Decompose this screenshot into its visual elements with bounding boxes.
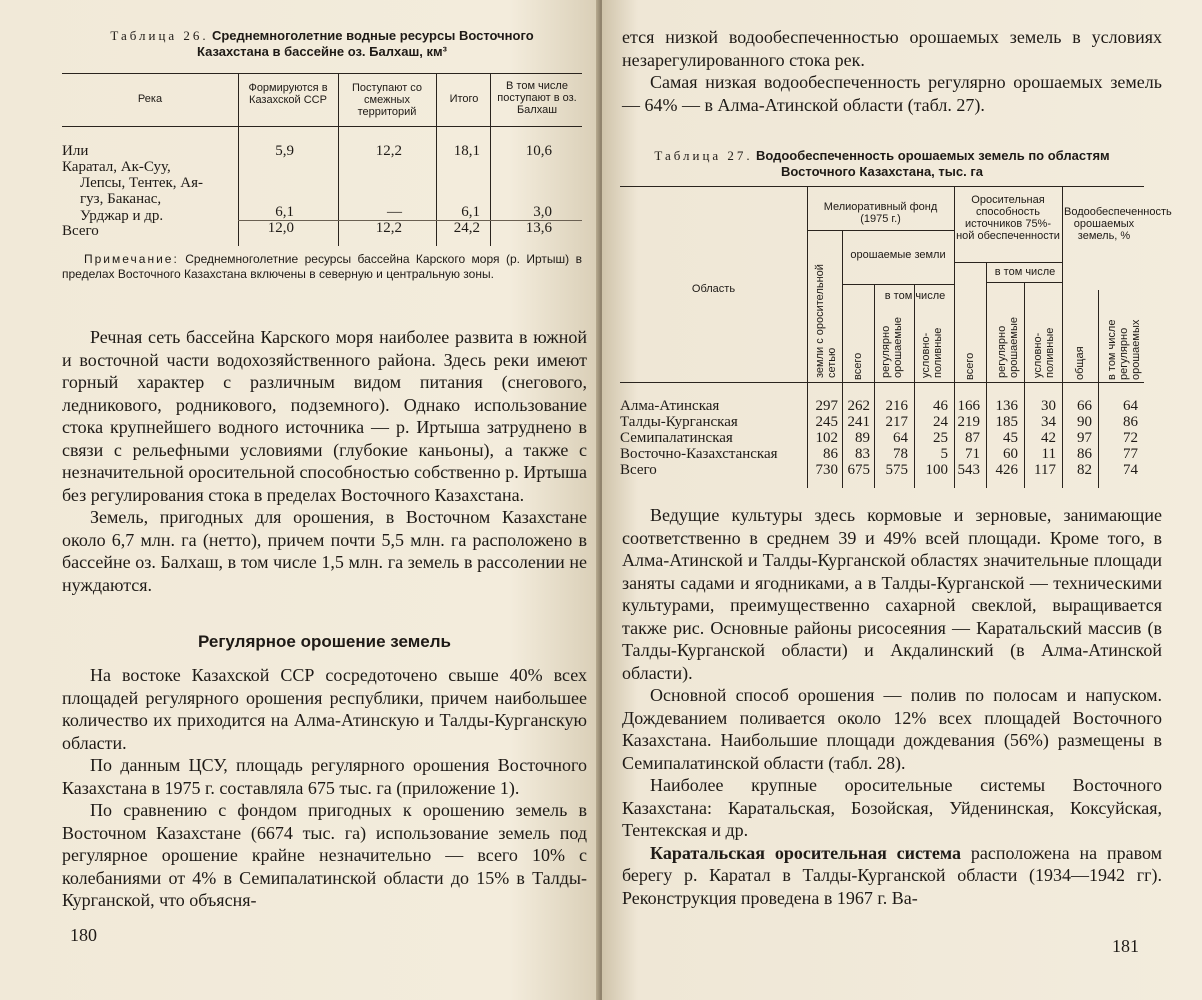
table27-row-name: Алма-Атинская bbox=[620, 398, 720, 414]
table27-cell: 11 bbox=[1041, 446, 1056, 462]
table27-cell: 74 bbox=[1123, 462, 1138, 478]
table26-cell: 13,6 bbox=[525, 220, 552, 236]
table27-cell: 78 bbox=[893, 446, 908, 462]
table27-header-col: общая bbox=[1074, 346, 1086, 380]
table27-header-rule bbox=[620, 382, 1144, 383]
table27-cell: 216 bbox=[885, 398, 908, 414]
table27-cell: 219 bbox=[957, 414, 980, 430]
table27-cell: 185 bbox=[995, 414, 1018, 430]
table27-cell: 86 bbox=[823, 446, 838, 462]
table27-header-col: условно-поливные bbox=[1032, 327, 1056, 378]
table27-header-subrule bbox=[986, 282, 1062, 283]
table26-header-inflow: Поступают со смежных территорий bbox=[351, 82, 423, 118]
table26-caption bbox=[62, 28, 582, 60]
paragraph: Самая низкая водообеспеченность регулярно орошаемых земель — 64% — в Алма-Атинской области (табл. 27). bbox=[622, 72, 1162, 115]
table26-header-total: Итого bbox=[449, 93, 479, 105]
table27-header-col: регулярно орошаемые bbox=[880, 317, 904, 378]
table26-header-balkhash: В том числе поступают в оз. Балхаш bbox=[497, 80, 577, 116]
table27-cell: 66 bbox=[1077, 398, 1092, 414]
table27-cell: 42 bbox=[1041, 430, 1056, 446]
table27-header-capacity: Оросительная способность источников 75%-ной обеспеченности bbox=[956, 194, 1060, 242]
table27-vrule bbox=[1098, 290, 1099, 488]
table27-cell: 24 bbox=[933, 414, 948, 430]
table27-cell: 426 bbox=[995, 462, 1018, 478]
table27-cell: 87 bbox=[965, 430, 980, 446]
table27-header-subrule bbox=[842, 284, 954, 285]
right-text-block-2 bbox=[622, 504, 1162, 909]
table27-cell: 575 bbox=[885, 462, 908, 478]
table27-header-incl: в том числе bbox=[994, 266, 1056, 278]
table27-header-irrigated: орошаемые земли bbox=[850, 249, 946, 261]
table27-cell: 675 bbox=[847, 462, 870, 478]
right-page bbox=[602, 0, 1202, 1000]
table27-cell: 100 bbox=[925, 462, 948, 478]
table27-cell: 64 bbox=[1123, 398, 1138, 414]
table26-cell: 6,1 bbox=[275, 204, 294, 220]
table26-header-river: Река bbox=[137, 93, 163, 105]
table27-caption bbox=[620, 148, 1144, 180]
table27-cell: 86 bbox=[1077, 446, 1092, 462]
table27-title-2: Восточного Казахстана, тыс. га bbox=[781, 164, 983, 179]
left-text-block-1 bbox=[62, 326, 587, 596]
table27-cell: 102 bbox=[815, 430, 838, 446]
table26-cell: 12,2 bbox=[375, 143, 402, 159]
table27-cell: 30 bbox=[1041, 398, 1056, 414]
paragraph: Основной способ орошения — полив по полосам и напуском. Дождеванием поливается около 12% всех площадей Восточного Казахстана. Наибольшие площади дождевания (56%) размещены в Семипалатинской области (табл. 28). bbox=[622, 685, 1162, 773]
table27-cell: 90 bbox=[1077, 414, 1092, 430]
table27-header-col: всего bbox=[852, 352, 864, 380]
table27-header-col: регулярно орошаемые bbox=[996, 317, 1020, 378]
table26-row-name: Всего bbox=[62, 223, 99, 239]
table26-label: Таблица 26. bbox=[110, 28, 209, 43]
table27-header-col: условно-поливные bbox=[920, 327, 944, 378]
table27-cell: 82 bbox=[1077, 462, 1092, 478]
table27-cell: 64 bbox=[893, 430, 908, 446]
table27-cell: 245 bbox=[815, 414, 838, 430]
table27-vrule bbox=[914, 284, 915, 488]
note-label: Примечание: bbox=[84, 252, 179, 266]
table27-cell: 83 bbox=[855, 446, 870, 462]
table27-vrule bbox=[874, 284, 875, 488]
table27-top-rule bbox=[620, 186, 1144, 187]
table26-cell: 12,2 bbox=[375, 220, 402, 236]
table27-cell: 97 bbox=[1077, 430, 1092, 446]
table26-title-2: Казахстана в бассейне оз. Балхаш, км³ bbox=[197, 44, 447, 59]
table27-cell: 60 bbox=[1003, 446, 1018, 462]
table27-row-name: Талды-Курганская bbox=[620, 414, 738, 430]
table27-cell: 89 bbox=[855, 430, 870, 446]
table26-row-name: Каратал, Ак-Суу, bbox=[62, 159, 171, 175]
page-number: 181 bbox=[1112, 936, 1139, 956]
paragraph: На востоке Казахской ССР сосредоточено свыше 40% всех площадей регулярного орошения республики, причем наибольшее количество их приходится на Алма-Атинскую и Талды-Курганскую области. bbox=[62, 665, 587, 753]
table27-cell: 5 bbox=[940, 446, 948, 462]
paragraph: По данным ЦСУ, площадь регулярного орошения Восточного Казахстана в 1975 г. составляла 675 тыс. га (приложение 1). bbox=[62, 755, 587, 798]
left-text-block-2 bbox=[62, 664, 587, 912]
table26-row-name: Лепсы, Тентек, Ая- bbox=[80, 175, 203, 191]
paragraph: Речная сеть бассейна Карского моря наиболее развита в южной и восточной части водохозяйственного района. Здесь реки имеют горный характер с различным видом питания (снегового, ледникового, родникового, подземного). Однако использование стока крупнейшего водного источника — р. Иртыша затруднено в связи с рельефными условиями (глубокие каньоны), а также с незначительной оросительной способностью собственно р. Иртыша без регулирования стока в пределах Восточного Казахстана. bbox=[62, 327, 587, 505]
section-heading: Регулярное орошение земель bbox=[197, 632, 452, 651]
table27-cell: 166 bbox=[957, 398, 980, 414]
table26-row-name: гуз, Баканас, bbox=[80, 191, 162, 207]
paragraph: Ведущие культуры здесь кормовые и зерновые, занимающие соответственно в среднем 39 и 49% всей площади. Кроме того, в Алма-Атинской и Талды-Курганской областях значительные площади заняты садами и ягодниками, а в Талды-Курганской — техническими культурами, преимущественно сахарной свеклой, выращивается также рис. Основные районы рисосеяния — Каратальский массив (в Талды-Курганской области) и Акдалинский (в Алма-Атинской области). bbox=[622, 505, 1162, 683]
table27-header-region: Область bbox=[691, 283, 736, 295]
table26-cell: 5,9 bbox=[275, 143, 294, 159]
table26-header-rule bbox=[62, 126, 582, 127]
table26-cell: 6,1 bbox=[461, 204, 480, 220]
table27-label: Таблица 27. bbox=[654, 148, 753, 163]
table27-cell: 72 bbox=[1123, 430, 1138, 446]
table27-header-subrule bbox=[954, 262, 1062, 263]
table27-row-name: Семипалатинская bbox=[620, 430, 733, 446]
paragraph bbox=[622, 842, 1162, 910]
table27-header-incl: в том числе bbox=[884, 290, 946, 302]
table27-header-supply: Водообеспеченность орошаемых земель, % bbox=[1064, 206, 1172, 242]
paragraph: По сравнению с фондом пригодных к орошению земель в Восточном Казахстане (6674 тыс. га) использование земель под регулярное орошение крайне незначительно — всего 10% с колебаниями от 4% в Семипалатинской области до 15% в Талды-Курганской, что объясня- bbox=[62, 800, 587, 910]
table27-cell: 241 bbox=[847, 414, 870, 430]
table27-header-col: земли с оросительной сетью bbox=[814, 264, 838, 378]
table27-cell: 117 bbox=[1034, 462, 1056, 478]
table27-title-1: Водообеспеченность орошаемых земель по областям bbox=[755, 148, 1110, 163]
paragraph: Земель, пригодных для орошения, в Восточном Казахстане около 6,7 млн. га (нетто), причем почти 5,5 млн. га расположено в бассейне оз. Балхаш, в том числе 1,5 млн. га земель в рассолении не нуждаются. bbox=[62, 507, 587, 595]
page-number: 180 bbox=[70, 925, 97, 945]
table27-cell: 136 bbox=[995, 398, 1018, 414]
table27-cell: 25 bbox=[933, 430, 948, 446]
table26-title-1: Среднемноголетние водные ресурсы Восточного bbox=[211, 28, 534, 43]
table27-header-col: в том числе регулярно орошаемых bbox=[1106, 319, 1142, 380]
table26-top-rule bbox=[62, 73, 582, 74]
paragraph: ется низкой водообеспеченностью орошаемых земель в условиях незарегулированного стока рек. bbox=[622, 27, 1162, 70]
table27-cell: 86 bbox=[1123, 414, 1138, 430]
table27-cell: 543 bbox=[957, 462, 980, 478]
table26-cell: 24,2 bbox=[453, 220, 480, 236]
table27-cell: 46 bbox=[933, 398, 948, 414]
table27-row-name: Всего bbox=[620, 462, 657, 478]
table27-row-name: Восточно-Казахстанская bbox=[620, 446, 778, 462]
table26-row-name: Или bbox=[62, 143, 89, 159]
paragraph: Наиболее крупные оросительные системы Восточного Казахстана: Каратальская, Бозойская, Уйденинская, Коксуйская, Тентекская и др. bbox=[622, 775, 1162, 840]
table27-cell: 45 bbox=[1003, 430, 1018, 446]
note-text: Среднемноголетние ресурсы бассейна Карского моря (р. Иртыш) в пределах Восточного Казахстана включены в северную и центральную зоны. bbox=[62, 252, 582, 281]
table26-header-formed: Формируются в Казахской ССР bbox=[248, 82, 328, 106]
table26-cell: — bbox=[387, 204, 402, 220]
table27-cell: 297 bbox=[815, 398, 838, 414]
table27-header-subrule bbox=[807, 230, 954, 231]
right-text-block-1 bbox=[622, 26, 1162, 116]
table26-cell: 12,0 bbox=[267, 220, 294, 236]
paragraph-text: расположена на правом берегу р. Каратал в Талды-Курганской области (1934—1942 гг). Реконструкция проведена в 1967 г. Ва- bbox=[622, 842, 1162, 908]
left-page bbox=[0, 0, 600, 1000]
table27-header-col: всего bbox=[964, 352, 976, 380]
table27-cell: 262 bbox=[847, 398, 870, 414]
table27-cell: 730 bbox=[815, 462, 838, 478]
table26-note bbox=[62, 252, 582, 282]
table26-cell: 3,0 bbox=[533, 204, 552, 220]
table27-cell: 71 bbox=[965, 446, 980, 462]
table27-cell: 34 bbox=[1041, 414, 1056, 430]
table27-cell: 217 bbox=[885, 414, 908, 430]
table27-cell: 77 bbox=[1123, 446, 1138, 462]
table26-row-name: Урджар и др. bbox=[80, 208, 164, 224]
table27-header-fund: Мелиоративный фонд (1975 г.) bbox=[823, 201, 938, 225]
paragraph-bold-lead: Каратальская оросительная система bbox=[650, 842, 962, 863]
table26-cell: 10,6 bbox=[525, 143, 552, 159]
table26-cell: 18,1 bbox=[453, 143, 480, 159]
